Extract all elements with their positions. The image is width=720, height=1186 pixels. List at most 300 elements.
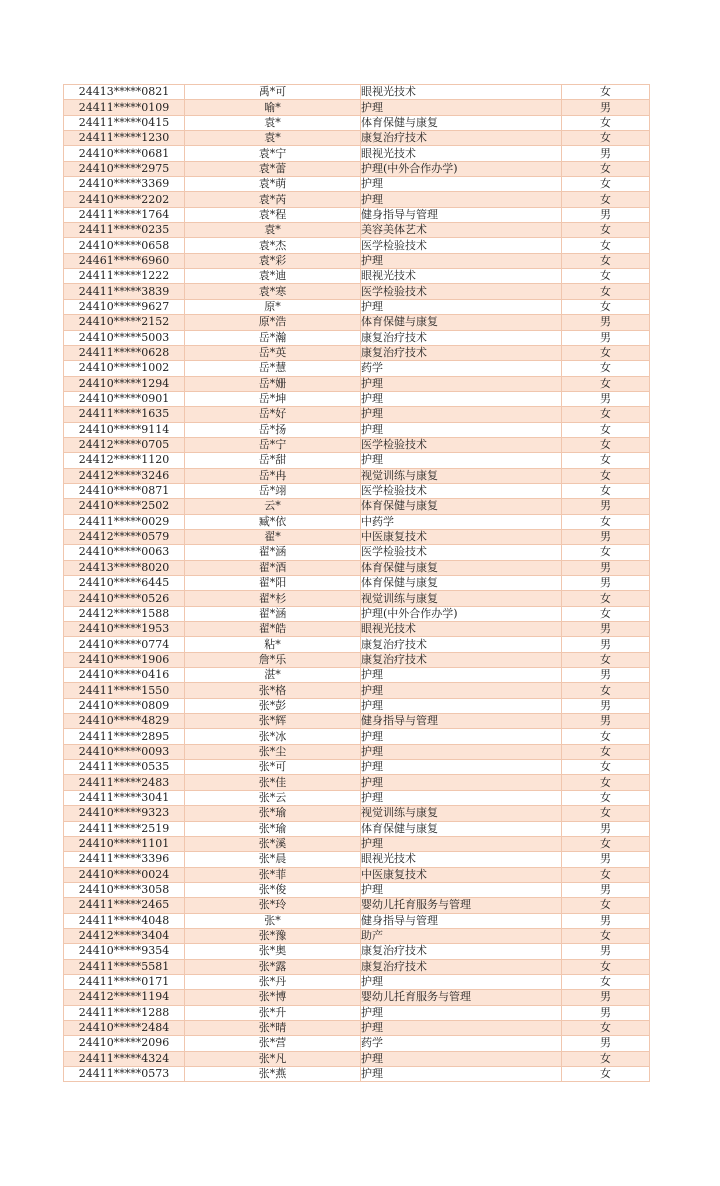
gender-cell: 男 [562, 330, 650, 345]
student-name-cell: 粘* [185, 637, 361, 652]
exam-id-cell: 24410*****4829 [64, 714, 185, 729]
student-name-cell: 张*菲 [185, 867, 361, 882]
table-row [64, 898, 650, 913]
major-cell: 护理 [361, 790, 562, 805]
student-name-cell: 张*奥 [185, 944, 361, 959]
gender-cell: 男 [562, 100, 650, 115]
student-name-cell: 袁* [185, 131, 361, 146]
gender-cell: 女 [562, 284, 650, 299]
table-row [64, 223, 650, 238]
student-name-cell: 张*博 [185, 990, 361, 1005]
gender-cell: 男 [562, 714, 650, 729]
gender-cell: 女 [562, 652, 650, 667]
major-cell: 护理 [361, 100, 562, 115]
gender-cell: 女 [562, 1067, 650, 1082]
exam-id-cell: 24412*****1194 [64, 990, 185, 1005]
exam-id-cell: 24412*****0705 [64, 437, 185, 452]
student-name-cell: 张*溪 [185, 836, 361, 851]
student-name-cell: 翟*涵 [185, 606, 361, 621]
major-cell: 美容美体艺术 [361, 223, 562, 238]
table-row [64, 483, 650, 498]
exam-id-cell: 24410*****6445 [64, 576, 185, 591]
table-row [64, 85, 650, 100]
major-cell: 护理 [361, 422, 562, 437]
table-row [64, 1020, 650, 1035]
major-cell: 眼视光技术 [361, 269, 562, 284]
exam-id-cell: 24410*****0901 [64, 391, 185, 406]
student-name-cell: 湛* [185, 668, 361, 683]
exam-id-cell: 24410*****0871 [64, 483, 185, 498]
student-name-cell: 翟*阳 [185, 576, 361, 591]
table-row [64, 376, 650, 391]
gender-cell: 男 [562, 913, 650, 928]
exam-id-cell: 24411*****0109 [64, 100, 185, 115]
gender-cell: 女 [562, 606, 650, 621]
gender-cell: 女 [562, 131, 650, 146]
gender-cell: 男 [562, 882, 650, 897]
exam-id-cell: 24410*****0024 [64, 867, 185, 882]
major-cell: 护理(中外合作办学) [361, 161, 562, 176]
student-name-cell: 禹*可 [185, 85, 361, 100]
student-name-cell: 张*营 [185, 1036, 361, 1051]
exam-id-cell: 24410*****1953 [64, 622, 185, 637]
table-row [64, 821, 650, 836]
table-row [64, 238, 650, 253]
major-cell: 护理 [361, 177, 562, 192]
major-cell: 护理 [361, 882, 562, 897]
table-row [64, 253, 650, 268]
table-row [64, 683, 650, 698]
exam-id-cell: 24410*****1294 [64, 376, 185, 391]
gender-cell: 男 [562, 391, 650, 406]
student-name-cell: 翟*皓 [185, 622, 361, 637]
major-cell: 体育保健与康复 [361, 315, 562, 330]
major-cell: 护理 [361, 683, 562, 698]
gender-cell: 男 [562, 821, 650, 836]
table-row [64, 790, 650, 805]
exam-id-cell: 24410*****9354 [64, 944, 185, 959]
gender-cell: 男 [562, 529, 650, 544]
exam-id-cell: 24410*****2502 [64, 499, 185, 514]
exam-id-cell: 24410*****2202 [64, 192, 185, 207]
student-name-cell: 袁* [185, 223, 361, 238]
table-row [64, 836, 650, 851]
gender-cell: 女 [562, 514, 650, 529]
student-name-cell: 翟*杉 [185, 591, 361, 606]
exam-id-cell: 24411*****0573 [64, 1067, 185, 1082]
gender-cell: 女 [562, 115, 650, 130]
table-row [64, 177, 650, 192]
gender-cell: 女 [562, 85, 650, 100]
table-row [64, 146, 650, 161]
table-row [64, 299, 650, 314]
table-row [64, 990, 650, 1005]
student-name-cell: 翟* [185, 529, 361, 544]
student-name-cell: 张*豫 [185, 928, 361, 943]
gender-cell: 男 [562, 668, 650, 683]
major-cell: 康复治疗技术 [361, 345, 562, 360]
gender-cell: 男 [562, 146, 650, 161]
exam-id-cell: 24410*****0774 [64, 637, 185, 652]
major-cell: 视觉训练与康复 [361, 468, 562, 483]
student-name-cell: 岳*甜 [185, 453, 361, 468]
student-name-cell: 袁*彩 [185, 253, 361, 268]
student-name-cell: 张*瑜 [185, 806, 361, 821]
exam-id-cell: 24413*****8020 [64, 560, 185, 575]
gender-cell: 女 [562, 437, 650, 452]
student-name-cell: 岳*慧 [185, 361, 361, 376]
major-cell: 护理 [361, 299, 562, 314]
student-name-cell: 袁*萌 [185, 177, 361, 192]
student-name-cell: 岳*扬 [185, 422, 361, 437]
table-row [64, 407, 650, 422]
exam-id-cell: 24412*****0579 [64, 529, 185, 544]
table-row [64, 852, 650, 867]
exam-id-cell: 24410*****9323 [64, 806, 185, 821]
student-name-cell: 岳*瀚 [185, 330, 361, 345]
student-name-cell: 袁*寒 [185, 284, 361, 299]
gender-cell: 女 [562, 299, 650, 314]
student-name-cell: 张*升 [185, 1005, 361, 1020]
student-name-cell: 张* [185, 913, 361, 928]
major-cell: 药学 [361, 1036, 562, 1051]
major-cell: 护理 [361, 775, 562, 790]
table-row [64, 760, 650, 775]
gender-cell: 女 [562, 683, 650, 698]
major-cell: 护理 [361, 744, 562, 759]
roster-sheet [63, 84, 650, 1082]
exam-id-cell: 24411*****0535 [64, 760, 185, 775]
student-name-cell: 岳*姗 [185, 376, 361, 391]
exam-id-cell: 24410*****3369 [64, 177, 185, 192]
exam-id-cell: 24411*****4048 [64, 913, 185, 928]
major-cell: 医学检验技术 [361, 284, 562, 299]
major-cell: 视觉训练与康复 [361, 806, 562, 821]
exam-id-cell: 24413*****0821 [64, 85, 185, 100]
exam-id-cell: 24410*****2975 [64, 161, 185, 176]
student-name-cell: 张*瑜 [185, 821, 361, 836]
major-cell: 护理(中外合作办学) [361, 606, 562, 621]
student-name-cell: 张*晴 [185, 1020, 361, 1035]
major-cell: 婴幼儿托育服务与管理 [361, 990, 562, 1005]
major-cell: 药学 [361, 361, 562, 376]
table-row [64, 714, 650, 729]
major-cell: 医学检验技术 [361, 483, 562, 498]
exam-id-cell: 24411*****4324 [64, 1051, 185, 1066]
table-row [64, 913, 650, 928]
table-row [64, 744, 650, 759]
major-cell: 护理 [361, 1067, 562, 1082]
major-cell: 眼视光技术 [361, 85, 562, 100]
major-cell: 中医康复技术 [361, 867, 562, 882]
exam-id-cell: 24461*****6960 [64, 253, 185, 268]
major-cell: 康复治疗技术 [361, 944, 562, 959]
student-name-cell: 张*可 [185, 760, 361, 775]
major-cell: 眼视光技术 [361, 146, 562, 161]
major-cell: 护理 [361, 698, 562, 713]
exam-id-cell: 24411*****1230 [64, 131, 185, 146]
table-row [64, 1051, 650, 1066]
gender-cell: 女 [562, 223, 650, 238]
major-cell: 婴幼儿托育服务与管理 [361, 898, 562, 913]
gender-cell: 男 [562, 852, 650, 867]
student-name-cell: 岳*好 [185, 407, 361, 422]
exam-id-cell: 24411*****0029 [64, 514, 185, 529]
major-cell: 护理 [361, 391, 562, 406]
table-row [64, 576, 650, 591]
student-name-cell: 张*彭 [185, 698, 361, 713]
roster-body [64, 85, 650, 1082]
exam-id-cell: 24410*****9114 [64, 422, 185, 437]
exam-id-cell: 24411*****0171 [64, 974, 185, 989]
gender-cell: 女 [562, 376, 650, 391]
exam-id-cell: 24412*****1588 [64, 606, 185, 621]
table-row [64, 622, 650, 637]
student-name-cell: 张*俊 [185, 882, 361, 897]
major-cell: 康复治疗技术 [361, 959, 562, 974]
student-name-cell: 岳*冉 [185, 468, 361, 483]
major-cell: 健身指导与管理 [361, 714, 562, 729]
student-name-cell: 原*浩 [185, 315, 361, 330]
table-row [64, 959, 650, 974]
student-name-cell: 张*玲 [185, 898, 361, 913]
exam-id-cell: 24410*****1101 [64, 836, 185, 851]
table-row [64, 115, 650, 130]
major-cell: 体育保健与康复 [361, 499, 562, 514]
gender-cell: 女 [562, 238, 650, 253]
table-row [64, 345, 650, 360]
gender-cell: 女 [562, 483, 650, 498]
gender-cell: 男 [562, 944, 650, 959]
student-name-cell: 袁*程 [185, 207, 361, 222]
gender-cell: 女 [562, 545, 650, 560]
table-row [64, 499, 650, 514]
gender-cell: 女 [562, 898, 650, 913]
table-row [64, 437, 650, 452]
student-name-cell: 袁*蕾 [185, 161, 361, 176]
gender-cell: 女 [562, 928, 650, 943]
table-row [64, 882, 650, 897]
student-name-cell: 翟*涵 [185, 545, 361, 560]
exam-id-cell: 24410*****9627 [64, 299, 185, 314]
exam-id-cell: 24412*****3404 [64, 928, 185, 943]
major-cell: 体育保健与康复 [361, 115, 562, 130]
gender-cell: 女 [562, 453, 650, 468]
gender-cell: 女 [562, 468, 650, 483]
table-row [64, 330, 650, 345]
gender-cell: 女 [562, 591, 650, 606]
major-cell: 康复治疗技术 [361, 652, 562, 667]
gender-cell: 男 [562, 622, 650, 637]
gender-cell: 男 [562, 990, 650, 1005]
gender-cell: 女 [562, 744, 650, 759]
exam-id-cell: 24410*****0416 [64, 668, 185, 683]
student-name-cell: 云* [185, 499, 361, 514]
exam-id-cell: 24410*****5003 [64, 330, 185, 345]
table-row [64, 269, 650, 284]
gender-cell: 女 [562, 345, 650, 360]
table-row [64, 1036, 650, 1051]
major-cell: 中药学 [361, 514, 562, 529]
major-cell: 护理 [361, 407, 562, 422]
gender-cell: 男 [562, 560, 650, 575]
exam-id-cell: 24410*****2152 [64, 315, 185, 330]
exam-id-cell: 24411*****0628 [64, 345, 185, 360]
major-cell: 中医康复技术 [361, 529, 562, 544]
major-cell: 健身指导与管理 [361, 207, 562, 222]
major-cell: 护理 [361, 836, 562, 851]
exam-id-cell: 24410*****0526 [64, 591, 185, 606]
student-name-cell: 翟*酒 [185, 560, 361, 575]
major-cell: 医学检验技术 [361, 545, 562, 560]
table-row [64, 867, 650, 882]
table-row [64, 637, 650, 652]
major-cell: 护理 [361, 1051, 562, 1066]
exam-id-cell: 24410*****2096 [64, 1036, 185, 1051]
table-row [64, 391, 650, 406]
exam-id-cell: 24410*****0809 [64, 698, 185, 713]
major-cell: 助产 [361, 928, 562, 943]
exam-id-cell: 24410*****3058 [64, 882, 185, 897]
major-cell: 护理 [361, 668, 562, 683]
exam-id-cell: 24412*****3246 [64, 468, 185, 483]
table-row [64, 1067, 650, 1082]
table-row [64, 806, 650, 821]
table-row [64, 652, 650, 667]
student-name-cell: 张*辉 [185, 714, 361, 729]
gender-cell: 女 [562, 422, 650, 437]
gender-cell: 男 [562, 1036, 650, 1051]
student-name-cell: 张*丹 [185, 974, 361, 989]
gender-cell: 男 [562, 698, 650, 713]
table-row [64, 545, 650, 560]
major-cell: 护理 [361, 453, 562, 468]
table-row [64, 698, 650, 713]
gender-cell: 女 [562, 192, 650, 207]
table-row [64, 161, 650, 176]
major-cell: 眼视光技术 [361, 622, 562, 637]
major-cell: 护理 [361, 192, 562, 207]
table-row [64, 974, 650, 989]
major-cell: 体育保健与康复 [361, 821, 562, 836]
table-row [64, 361, 650, 376]
student-name-cell: 张*尘 [185, 744, 361, 759]
gender-cell: 女 [562, 959, 650, 974]
gender-cell: 女 [562, 253, 650, 268]
table-row [64, 560, 650, 575]
student-name-cell: 原* [185, 299, 361, 314]
table-row [64, 192, 650, 207]
gender-cell: 女 [562, 836, 650, 851]
major-cell: 医学检验技术 [361, 437, 562, 452]
student-name-cell: 臧*依 [185, 514, 361, 529]
exam-id-cell: 24412*****1120 [64, 453, 185, 468]
exam-id-cell: 24411*****1222 [64, 269, 185, 284]
student-name-cell: 袁* [185, 115, 361, 130]
gender-cell: 男 [562, 207, 650, 222]
gender-cell: 女 [562, 806, 650, 821]
table-row [64, 775, 650, 790]
major-cell: 护理 [361, 1020, 562, 1035]
exam-id-cell: 24410*****0063 [64, 545, 185, 560]
student-name-cell: 岳*宁 [185, 437, 361, 452]
gender-cell: 女 [562, 177, 650, 192]
gender-cell: 女 [562, 867, 650, 882]
student-name-cell: 张*佳 [185, 775, 361, 790]
student-name-cell: 袁*芮 [185, 192, 361, 207]
table-row [64, 468, 650, 483]
student-name-cell: 张*格 [185, 683, 361, 698]
exam-id-cell: 24410*****2484 [64, 1020, 185, 1035]
exam-id-cell: 24411*****2465 [64, 898, 185, 913]
gender-cell: 女 [562, 1020, 650, 1035]
exam-id-cell: 24411*****2483 [64, 775, 185, 790]
exam-id-cell: 24411*****3041 [64, 790, 185, 805]
major-cell: 护理 [361, 1005, 562, 1020]
gender-cell: 女 [562, 361, 650, 376]
student-name-cell: 张*云 [185, 790, 361, 805]
student-name-cell: 张*露 [185, 959, 361, 974]
major-cell: 护理 [361, 376, 562, 391]
exam-id-cell: 24411*****0415 [64, 115, 185, 130]
roster-table [63, 84, 650, 1082]
gender-cell: 女 [562, 269, 650, 284]
exam-id-cell: 24410*****0093 [64, 744, 185, 759]
table-row [64, 529, 650, 544]
major-cell: 视觉训练与康复 [361, 591, 562, 606]
exam-id-cell: 24410*****0681 [64, 146, 185, 161]
table-row [64, 928, 650, 943]
major-cell: 护理 [361, 760, 562, 775]
table-row [64, 207, 650, 222]
gender-cell: 女 [562, 1051, 650, 1066]
table-row [64, 1005, 650, 1020]
exam-id-cell: 24411*****2519 [64, 821, 185, 836]
student-name-cell: 张*凡 [185, 1051, 361, 1066]
major-cell: 护理 [361, 729, 562, 744]
student-name-cell: 张*晨 [185, 852, 361, 867]
gender-cell: 男 [562, 637, 650, 652]
gender-cell: 女 [562, 760, 650, 775]
table-row [64, 729, 650, 744]
table-row [64, 315, 650, 330]
student-name-cell: 喻* [185, 100, 361, 115]
major-cell: 康复治疗技术 [361, 131, 562, 146]
table-row [64, 284, 650, 299]
exam-id-cell: 24410*****0658 [64, 238, 185, 253]
student-name-cell: 袁*宁 [185, 146, 361, 161]
gender-cell: 女 [562, 729, 650, 744]
gender-cell: 女 [562, 790, 650, 805]
gender-cell: 男 [562, 499, 650, 514]
gender-cell: 女 [562, 974, 650, 989]
student-name-cell: 袁*迪 [185, 269, 361, 284]
major-cell: 康复治疗技术 [361, 637, 562, 652]
table-row [64, 606, 650, 621]
table-row [64, 131, 650, 146]
table-row [64, 453, 650, 468]
exam-id-cell: 24410*****1906 [64, 652, 185, 667]
major-cell: 眼视光技术 [361, 852, 562, 867]
major-cell: 体育保健与康复 [361, 576, 562, 591]
major-cell: 健身指导与管理 [361, 913, 562, 928]
student-name-cell: 岳*英 [185, 345, 361, 360]
gender-cell: 女 [562, 775, 650, 790]
student-name-cell: 詹*乐 [185, 652, 361, 667]
table-row [64, 100, 650, 115]
student-name-cell: 岳*坤 [185, 391, 361, 406]
table-row [64, 591, 650, 606]
